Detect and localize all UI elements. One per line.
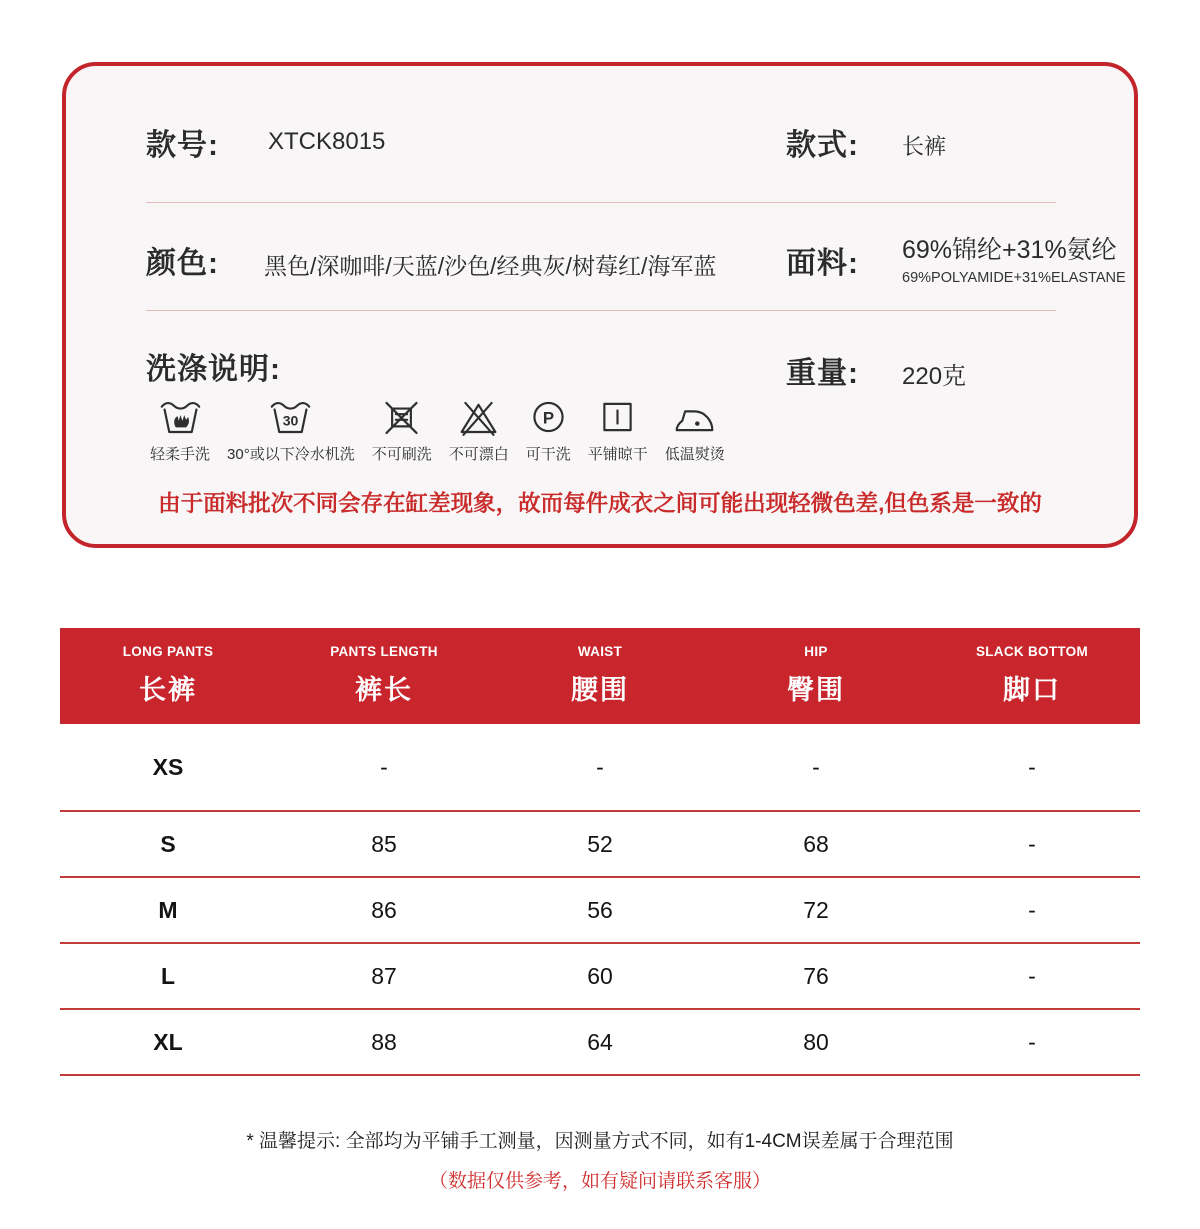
value-cell: 80 xyxy=(803,1028,829,1055)
header-cn-label: 裤长 xyxy=(355,675,413,705)
value-cell: 68 xyxy=(803,830,829,857)
wash-item-label: 不可漂白 xyxy=(448,446,509,463)
header-cell-long-pants xyxy=(60,644,276,724)
value-cell: 86 xyxy=(371,896,397,923)
value-cell: - xyxy=(1028,896,1036,923)
size-cell: XS xyxy=(152,753,184,780)
style-no-value: XTCK8015 xyxy=(268,128,386,155)
header-en-label: HIP xyxy=(804,644,828,659)
header-cn-label: 脚口 xyxy=(1003,675,1061,705)
value-cell: 76 xyxy=(803,962,829,989)
hand-wash-icon xyxy=(158,396,203,438)
value-cell: 72 xyxy=(803,896,829,923)
value-cell: 60 xyxy=(587,962,613,989)
header-cn-label: 长裤 xyxy=(139,675,197,705)
wash-item-label: 30°或以下冷水机洗 xyxy=(227,446,355,463)
no-bleach-icon xyxy=(456,396,501,438)
wash-instructions-title: 洗涤说明: xyxy=(146,353,281,386)
value-cell: 87 xyxy=(371,962,397,989)
header-en-label: LONG PANTS xyxy=(122,644,214,659)
size-cell: L xyxy=(160,962,176,989)
wash-item-label: 低温熨烫 xyxy=(664,446,725,463)
value-cell: 56 xyxy=(587,896,613,923)
wash-item-dry-clean xyxy=(526,396,571,464)
flat-dry-icon xyxy=(595,396,640,438)
wash-item-label: 不可刷洗 xyxy=(371,446,432,463)
wash-item-label: 轻柔手洗 xyxy=(150,446,211,463)
card-divider xyxy=(146,202,1056,203)
no-scrub-icon xyxy=(379,396,424,438)
wash-item-no-scrub xyxy=(372,396,432,464)
header-cell-waist xyxy=(492,644,708,724)
value-cell: - xyxy=(596,753,604,780)
value-cell: - xyxy=(1028,962,1036,989)
value-cell: 85 xyxy=(371,830,397,857)
value-cell: - xyxy=(1028,1028,1036,1055)
value-cell: 88 xyxy=(371,1028,397,1055)
measurement-note: * 温馨提示: 全部均为平铺手工测量，因测量方式不同，如有1-4CM误差属于合理范围 xyxy=(246,1131,954,1152)
machine-wash-30-icon xyxy=(268,396,313,438)
color-difference-warning: 由于面料批次不同会存在缸差现象，故而每件成衣之间可能出现轻微色差,但色系是一致的 xyxy=(158,491,1042,516)
header-en-label: WAIST xyxy=(577,644,623,659)
card-divider xyxy=(146,310,1056,311)
customer-service-note: （数据仅供参考，如有疑问请联系客服） xyxy=(428,1171,771,1192)
color-label: 颜色: xyxy=(146,247,219,280)
fabric-value-cn: 69%锦纶+31%氨纶 xyxy=(902,236,1117,264)
wash-icons-row xyxy=(150,396,725,464)
header-cn-label: 臀围 xyxy=(787,675,845,705)
wash-item-no-bleach xyxy=(449,396,509,464)
header-cell-slack-bottom xyxy=(924,644,1140,724)
size-table xyxy=(60,628,1140,1076)
fabric-label: 面料: xyxy=(786,247,859,280)
wash-item-label: 平铺晾干 xyxy=(587,446,648,463)
size-cell: M xyxy=(158,896,178,923)
wash-item-label: 可干洗 xyxy=(525,446,571,463)
header-en-label: SLACK BOTTOM xyxy=(975,644,1089,659)
table-row-l xyxy=(60,944,1140,1010)
value-cell: - xyxy=(380,753,388,780)
table-row-xs xyxy=(60,724,1140,812)
header-cell-hip xyxy=(708,644,924,724)
value-cell: 52 xyxy=(587,830,613,857)
weight-value: 220克 xyxy=(902,363,967,390)
wash-item-hand-wash xyxy=(150,396,210,464)
size-cell: XL xyxy=(153,1028,183,1055)
style-type-label: 款式: xyxy=(786,129,859,162)
value-cell: - xyxy=(812,753,820,780)
header-cell-pants-length xyxy=(276,644,492,724)
style-no-label: 款号: xyxy=(146,129,219,162)
wash-item-machine-wash-30 xyxy=(227,396,355,464)
dry-clean-icon xyxy=(526,396,571,438)
value-cell: - xyxy=(1028,830,1036,857)
weight-label: 重量: xyxy=(786,357,859,390)
value-cell: - xyxy=(1028,753,1036,780)
product-info-card xyxy=(62,62,1138,548)
svg-text:P: P xyxy=(542,408,554,428)
wash-item-low-iron xyxy=(665,396,725,464)
size-table-header xyxy=(60,628,1140,724)
table-row-s xyxy=(60,812,1140,878)
table-row-m xyxy=(60,878,1140,944)
wash-item-flat-dry xyxy=(588,396,648,464)
fabric-value xyxy=(902,230,1126,286)
header-en-label: PANTS LENGTH xyxy=(330,644,438,659)
color-value: 黑色/深咖啡/天蓝/沙色/经典灰/树莓红/海军蓝 xyxy=(264,253,717,279)
style-type-value: 长裤 xyxy=(902,134,947,159)
table-row-xl xyxy=(60,1010,1140,1076)
size-cell: S xyxy=(160,830,176,857)
svg-text:30: 30 xyxy=(283,412,299,429)
value-cell: 64 xyxy=(587,1028,613,1055)
header-cn-label: 腰围 xyxy=(571,675,629,705)
low-iron-icon xyxy=(672,396,717,438)
fabric-value-en: 69%POLYAMIDE+31%ELASTANE xyxy=(902,270,1126,286)
